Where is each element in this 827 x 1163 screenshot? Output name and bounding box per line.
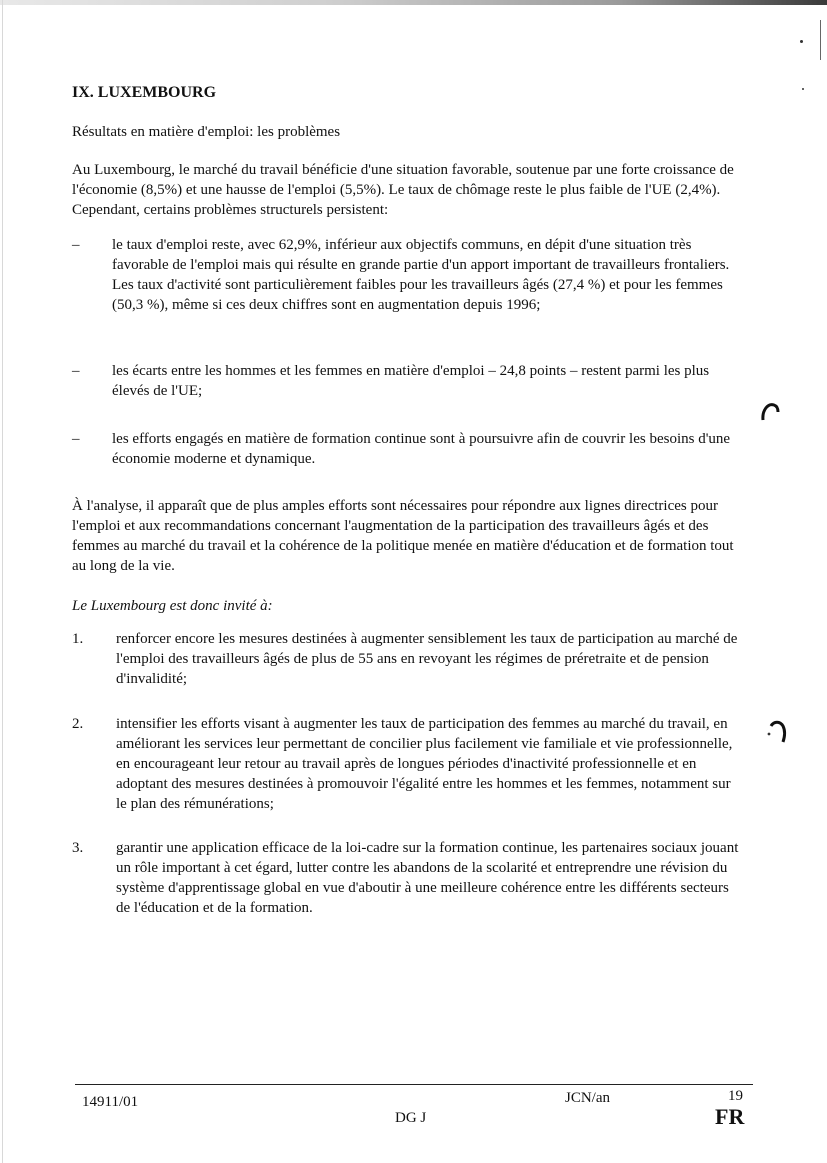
section-subheading: Résultats en matière d'emploi: les problèmes bbox=[72, 124, 341, 140]
recommendation-item bbox=[72, 629, 742, 689]
bullet-dash: – bbox=[72, 431, 80, 447]
recommendation-number: 2. bbox=[72, 716, 84, 732]
recommendation-item bbox=[72, 838, 742, 918]
recommendation-text: garantir une application efficace de la loi-cadre sur la formation continue, les partenaires sociaux jouant un rôle important à cet égard, lutter contre les abandons de la scolarité et entreprendre une révision du système d'apprentissage global en vue d'aboutir à une meilleure cohérence entre les différents secteurs de l'éducation et de la formation. bbox=[116, 840, 739, 916]
section-heading: IX. LUXEMBOURG bbox=[72, 84, 217, 101]
recommendation-number: 1. bbox=[72, 631, 84, 647]
scan-speck bbox=[802, 88, 804, 90]
scan-mark-icon bbox=[760, 400, 780, 422]
bullet-text: les efforts engagés en matière de formation continue sont à poursuivre afin de couvrir les besoins d'une économie moderne et dynamique. bbox=[112, 431, 731, 467]
bullet-dash: – bbox=[72, 363, 80, 379]
recommendation-text: intensifier les efforts visant à augmenter les taux de participation des femmes au marché du travail, en améliorant les services leur permettant de concilier plus facilement vie familiale et vie professionnelle, en encourageant leur retour au travail après de longues périodes d'inactivité professionnelle et en adoptant des mesures destinées à promouvoir l'égalité entre les hommes et les femmes, notamment sur le plan des rémunérations; bbox=[116, 716, 733, 812]
document-reference: 14911/01 bbox=[82, 1094, 139, 1110]
bullet-text: les écarts entre les hommes et les femmes en matière d'emploi – 24,8 points – restent parmi les plus élevés de l'UE; bbox=[112, 363, 710, 399]
bullet-item bbox=[72, 429, 742, 469]
author-initials: JCN/an bbox=[565, 1090, 610, 1106]
scan-edge-right bbox=[820, 20, 821, 60]
invitation-line: Le Luxembourg est donc invité à: bbox=[72, 598, 273, 614]
bullet-dash: – bbox=[72, 237, 80, 253]
bullet-item bbox=[72, 361, 742, 401]
bullet-text: le taux d'emploi reste, avec 62,9%, inférieur aux objectifs communs, en dépit d'une situation très favorable de l'emploi mais qui résulte en grande partie d'un apport important de travailleurs frontaliers. Les taux d'activité sont particulièrement faibles pour les travailleurs âgés (27,4 %) et pour les femmes (50,3 %), même si ces deux chiffres sont en augmentation depuis 1996; bbox=[112, 237, 730, 313]
recommendation-text: renforcer encore les mesures destinées à augmenter sensiblement les taux de participation au marché de l'emploi des travailleurs âgés de plus de 55 ans en revoyant les régimes de préretraite et de pension d'invalidité; bbox=[116, 631, 738, 687]
scan-speck bbox=[800, 40, 803, 43]
recommendation-number: 3. bbox=[72, 840, 84, 856]
bullet-item bbox=[72, 235, 742, 315]
intro-paragraph: Au Luxembourg, le marché du travail bénéficie d'une situation favorable, soutenue par une forte croissance de l'économie (8,5%) et une hausse de l'emploi (5,5%). Le taux de chômage reste le plus faible de l'UE (2,4%). Cependant, certains problèmes structurels persistent: bbox=[72, 162, 734, 218]
directorate-label: DG J bbox=[395, 1110, 427, 1126]
scan-edge-left bbox=[2, 0, 3, 1163]
page-number: 19 bbox=[728, 1088, 743, 1104]
language-code: FR bbox=[715, 1104, 745, 1129]
analysis-paragraph: À l'analyse, il apparaît que de plus amples efforts sont nécessaires pour répondre aux lignes directrices pour l'emploi et aux recommandations concernant l'augmentation de la participation des travailleurs âgés et des femmes au marché du travail et la cohérence de la politique menée en matière d'éducation et de formation tout au long de la vie. bbox=[72, 498, 734, 574]
scan-mark-icon bbox=[765, 718, 789, 744]
scan-edge-top bbox=[0, 0, 827, 5]
recommendation-item bbox=[72, 714, 742, 814]
footer-rule bbox=[75, 1084, 753, 1085]
